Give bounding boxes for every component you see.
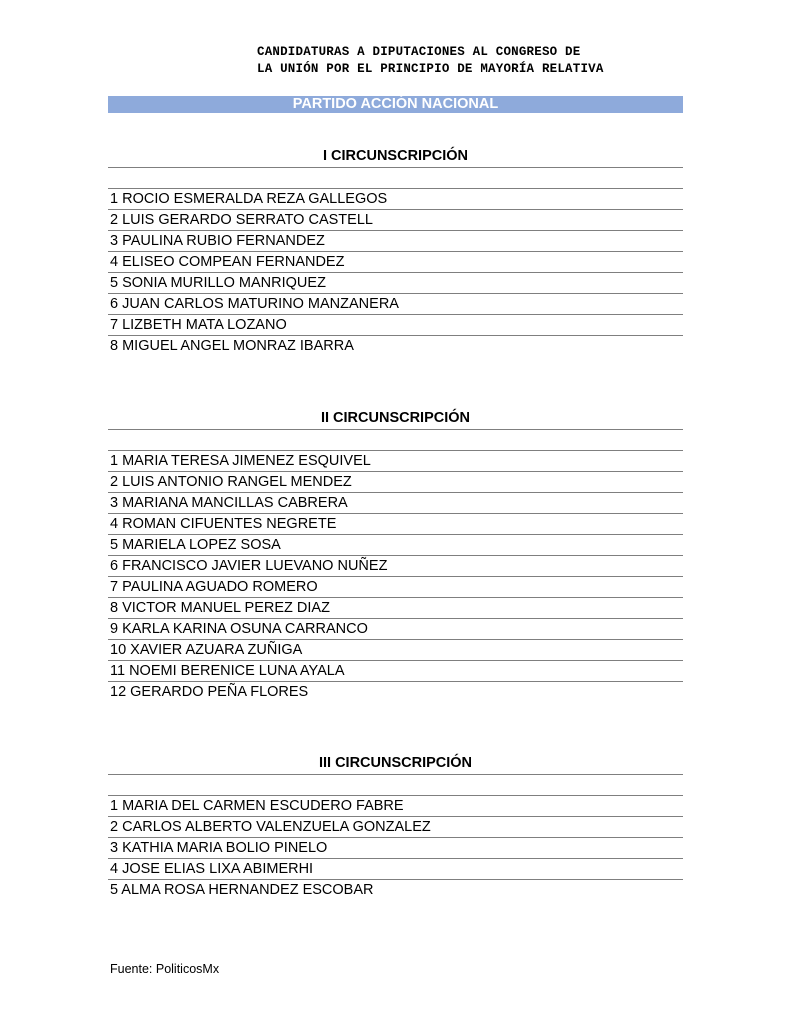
blank-row: [108, 168, 683, 189]
section-circunscripcion-3: [108, 753, 683, 900]
candidate-row: 2 CARLOS ALBERTO VALENZUELA GONZALEZ: [108, 817, 683, 838]
candidate-row: 2 LUIS GERARDO SERRATO CASTELL: [108, 210, 683, 231]
candidate-row: 3 KATHIA MARIA BOLIO PINELO: [108, 838, 683, 859]
candidate-row: 4 JOSE ELIAS LIXA ABIMERHI: [108, 859, 683, 880]
section-circunscripcion-2: [108, 408, 683, 702]
candidate-row: 7 LIZBETH MATA LOZANO: [108, 315, 683, 336]
candidate-row: 11 NOEMI BERENICE LUNA AYALA: [108, 661, 683, 682]
candidate-row: 1 ROCIO ESMERALDA REZA GALLEGOS: [108, 189, 683, 210]
section-circunscripcion-1: [108, 146, 683, 356]
candidate-row: 4 ROMAN CIFUENTES NEGRETE: [108, 514, 683, 535]
document-title-line1: CANDIDATURAS A DIPUTACIONES AL CONGRESO DE: [257, 45, 581, 59]
candidate-row: 9 KARLA KARINA OSUNA CARRANCO: [108, 619, 683, 640]
section-title: I CIRCUNSCRIPCIÓN: [108, 146, 683, 168]
candidate-row: 1 MARIA DEL CARMEN ESCUDERO FABRE: [108, 796, 683, 817]
candidate-row: 12 GERARDO PEÑA FLORES: [110, 684, 309, 700]
candidate-row: 4 ELISEO COMPEAN FERNANDEZ: [108, 252, 683, 273]
blank-row: [108, 775, 683, 796]
candidate-row: 5 MARIELA LOPEZ SOSA: [108, 535, 683, 556]
candidate-row: 1 MARIA TERESA JIMENEZ ESQUIVEL: [108, 451, 683, 472]
section-title: II CIRCUNSCRIPCIÓN: [108, 408, 683, 430]
party-banner: PARTIDO ACCIÓN NACIONAL: [108, 96, 683, 113]
document-title: [257, 44, 604, 78]
candidate-row: 8 MIGUEL ANGEL MONRAZ IBARRA: [110, 338, 354, 354]
blank-row: [108, 430, 683, 451]
source-footer: Fuente: PoliticosMx: [110, 962, 220, 976]
candidate-row: 3 PAULINA RUBIO FERNANDEZ: [108, 231, 683, 252]
candidate-row: 5 ALMA ROSA HERNANDEZ ESCOBAR: [110, 882, 374, 898]
candidate-row: 2 LUIS ANTONIO RANGEL MENDEZ: [108, 472, 683, 493]
candidate-row: 5 SONIA MURILLO MANRIQUEZ: [108, 273, 683, 294]
candidate-row: 3 MARIANA MANCILLAS CABRERA: [108, 493, 683, 514]
candidate-row: 6 FRANCISCO JAVIER LUEVANO NUÑEZ: [108, 556, 683, 577]
section-title: III CIRCUNSCRIPCIÓN: [108, 753, 683, 775]
document-title-line2: LA UNIÓN POR EL PRINCIPIO DE MAYORÍA RELATIVA: [257, 62, 604, 76]
candidate-row: 8 VICTOR MANUEL PEREZ DIAZ: [108, 598, 683, 619]
candidate-row: 7 PAULINA AGUADO ROMERO: [108, 577, 683, 598]
candidate-row: 6 JUAN CARLOS MATURINO MANZANERA: [108, 294, 683, 315]
candidate-row: 10 XAVIER AZUARA ZUÑIGA: [108, 640, 683, 661]
